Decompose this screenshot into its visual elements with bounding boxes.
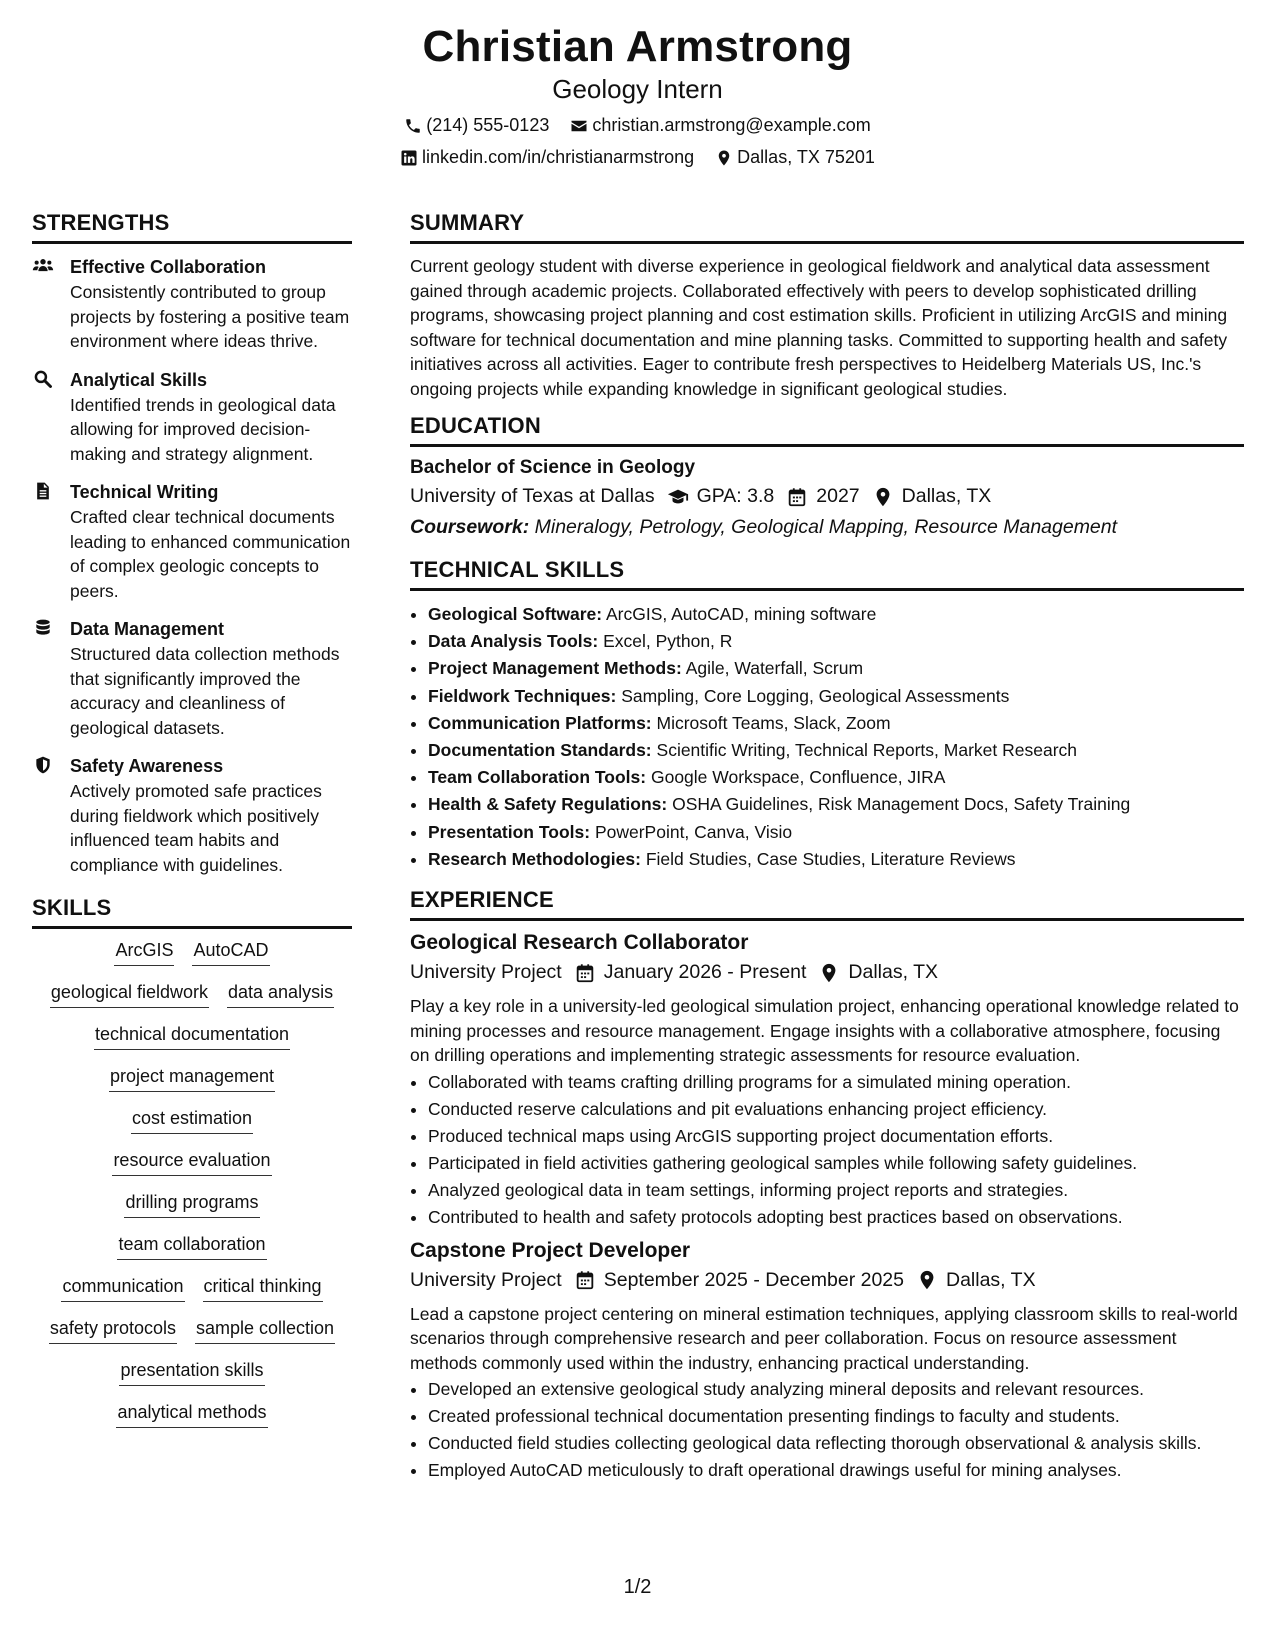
strength-name: Effective Collaboration [70, 257, 267, 277]
strength-desc: Identified trends in geological data allowing for improved decision-making and strategy alignment. [70, 394, 336, 464]
technical-skill-item [428, 791, 1244, 818]
job-meta [410, 1269, 1244, 1292]
database-icon [32, 618, 54, 638]
strength-desc: Consistently contributed to group projects by fostering a positive team environment where ideas thrive. [70, 282, 350, 351]
technical-skill-item [428, 737, 1244, 764]
technical-skill-item [428, 846, 1244, 873]
skill-chip: ArcGIS [114, 939, 174, 966]
location-contact [715, 147, 875, 168]
skill-row [32, 981, 352, 1008]
shield-icon [32, 755, 54, 775]
candidate-name: Christian Armstrong [422, 22, 853, 71]
experience-heading: EXPERIENCE [410, 887, 1244, 921]
skill-chip: drilling programs [124, 1191, 259, 1218]
job-entry [410, 931, 1244, 1229]
map-pin-icon [715, 149, 733, 167]
linkedin-contact[interactable] [400, 147, 694, 168]
job-title: Geological Research Collaborator [410, 931, 749, 955]
candidate-title: Geology Intern [552, 74, 723, 104]
email-contact[interactable] [570, 115, 870, 136]
technical-skills-heading: TECHNICAL SKILLS [410, 557, 1244, 591]
technical-skill-value: Microsoft Teams, Slack, Zoom [656, 712, 891, 733]
technical-skill-label: Project Management Methods: [428, 658, 682, 679]
technical-skill-label: Documentation Standards: [428, 740, 652, 761]
search-icon [32, 369, 54, 389]
technical-skill-label: Research Methodologies: [428, 848, 641, 869]
map-pin-icon [916, 1269, 938, 1291]
job-bullets [410, 1377, 1244, 1482]
strength-item [32, 753, 352, 877]
envelope-icon [570, 117, 588, 135]
job-bullet: • Employed AutoCAD meticulously to draft operational drawings useful for mining analyses. [428, 1458, 1244, 1482]
skill-chip: geological fieldwork [50, 981, 209, 1008]
skill-chip: cost estimation [131, 1107, 253, 1134]
job-bullet: • Produced technical maps using ArcGIS supporting project documentation efforts. [428, 1124, 1244, 1148]
skill-row [32, 1191, 352, 1218]
users-icon [32, 256, 54, 276]
skill-chip: communication [61, 1275, 184, 1302]
job-bullet: • Conducted field studies collecting geological data reflecting thorough observational & analysis skills. [428, 1431, 1244, 1455]
skill-row [32, 1401, 352, 1428]
education-heading: EDUCATION [410, 413, 1244, 447]
calendar-icon [574, 962, 596, 984]
calendar-icon [574, 1269, 596, 1291]
technical-skill-label: Health & Safety Regulations: [428, 794, 668, 815]
summary-text: Current geology student with diverse experience in geological fieldwork and analytical data assessment gained through academic projects. Collaborated effectively with peers to develop sophisticated drilling programs, showcasing project planning and cost estimation skills. Proficient in utilizing ArcGIS and mining software for technical documentation and mine planning tasks. Committed to supporting health and safety initiatives across all activities. Eager to contribute fresh perspectives to Heidelberg Materials US, Inc.'s ongoing projects while expanding knowledge in significant geological studies. [410, 256, 1228, 399]
job-location: Dallas, TX [848, 961, 939, 984]
coursework-label: Coursework: [410, 516, 530, 538]
job-bullet: • Conducted reserve calculations and pit evaluations enhancing project efficiency. [428, 1097, 1244, 1121]
technical-skill-value: Agile, Waterfall, Scrum [685, 658, 864, 679]
technical-skill-label: Communication Platforms: [428, 712, 652, 733]
linkedin-icon [400, 149, 418, 167]
skill-row [32, 1107, 352, 1134]
contact-line-1 [0, 115, 1275, 140]
school-location: Dallas, TX [901, 485, 992, 507]
job-bullet: • Created professional technical documentation presenting findings to faculty and students. [428, 1404, 1244, 1428]
strength-name: Technical Writing [70, 482, 219, 502]
technical-skill-label: Data Analysis Tools: [428, 631, 599, 652]
job-title: Capstone Project Developer [410, 1238, 691, 1262]
skill-chip: analytical methods [116, 1401, 267, 1428]
calendar-icon [786, 486, 808, 508]
job-location: Dallas, TX [945, 1268, 1036, 1291]
email-text[interactable]: christian.armstrong@example.com [592, 115, 871, 135]
strength-item [32, 616, 352, 740]
education-details [410, 485, 1244, 508]
technical-skill-value: Scientific Writing, Technical Reports, Market Research [656, 740, 1078, 761]
job-dates: September 2025 - December 2025 [603, 1268, 904, 1291]
technical-skill-value: Google Workspace, Confluence, JIRA [650, 767, 946, 788]
technical-skill-value: Excel, Python, R [603, 631, 733, 652]
left-column [32, 210, 352, 1443]
graduation-cap-icon [667, 486, 689, 508]
technical-skill-value: PowerPoint, Canva, Visio [594, 821, 793, 842]
technical-skill-label: Geological Software: [428, 604, 603, 624]
strengths-heading: STRENGTHS [32, 210, 352, 244]
location-text: Dallas, TX 75201 [737, 147, 875, 167]
skill-chip: presentation skills [119, 1359, 264, 1386]
skill-row [32, 1023, 352, 1050]
technical-skill-item [428, 764, 1244, 791]
technical-skill-value: OSHA Guidelines, Risk Management Docs, Safety Training [672, 794, 1131, 815]
degree: Bachelor of Science in Geology [410, 457, 696, 478]
map-pin-icon [818, 962, 840, 984]
job-org: University Project [410, 1268, 562, 1291]
job-org: University Project [410, 961, 562, 984]
experience-list [410, 931, 1244, 1482]
grad-year: 2027 [816, 485, 860, 507]
skill-chip: sample collection [195, 1317, 335, 1344]
strength-desc: Crafted clear technical documents leading to enhanced communication of complex geologic concepts to peers. [70, 507, 351, 601]
map-pin-icon [872, 486, 894, 508]
summary-heading: SUMMARY [410, 210, 1244, 244]
page-number: 1/2 [623, 1576, 652, 1598]
job-bullet: • Developed an extensive geological study analyzing mineral deposits and relevant resources. [428, 1377, 1244, 1401]
skill-chip: team collaboration [117, 1233, 266, 1260]
skill-row [32, 1317, 352, 1344]
phone-text: (214) 555-0123 [426, 115, 550, 135]
skill-chip: critical thinking [203, 1275, 323, 1302]
technical-skill-item [428, 683, 1244, 710]
job-entry [410, 1239, 1244, 1483]
linkedin-text[interactable]: linkedin.com/in/christianarmstrong [422, 147, 695, 167]
job-description: Lead a capstone project centering on mineral estimation techniques, applying classroom skills to real-world scenarios through comprehensive research and peer collaboration. Focus on resource assessment methods commonly used within the industry, enhancing practical understanding. [410, 1303, 1238, 1373]
technical-skill-value: ArcGIS, AutoCAD, mining software [605, 604, 877, 624]
skills-heading: SKILLS [32, 895, 352, 929]
technical-skill-item [428, 655, 1244, 682]
contact-line-2 [0, 147, 1275, 172]
technical-skill-value: Sampling, Core Logging, Geological Assessments [621, 685, 1010, 706]
strength-name: Analytical Skills [70, 369, 208, 390]
document-icon [32, 481, 54, 501]
technical-skill-item [428, 819, 1244, 846]
skill-row [32, 939, 352, 966]
strength-item [32, 479, 352, 603]
job-dates: January 2026 - Present [603, 961, 807, 984]
skill-row [32, 1065, 352, 1092]
skill-chip: AutoCAD [192, 939, 269, 966]
skills-list [32, 939, 352, 1428]
job-bullet: • Participated in field activities gathering geological samples while following safety guidelines. [428, 1151, 1244, 1175]
skill-chip: project management [109, 1065, 275, 1092]
skill-chip: safety protocols [49, 1317, 177, 1344]
school: University of Texas at Dallas [410, 485, 655, 507]
skill-row [32, 1149, 352, 1176]
technical-skills-list [410, 601, 1244, 873]
technical-skill-label: Fieldwork Techniques: [428, 685, 617, 706]
skill-row [32, 1233, 352, 1260]
skill-row [32, 1359, 352, 1386]
skill-chip: technical documentation [94, 1023, 290, 1050]
job-bullet: • Collaborated with teams crafting drilling programs for a simulated mining operation. [428, 1070, 1244, 1094]
technical-skill-item [428, 601, 1244, 628]
job-bullets [410, 1070, 1244, 1229]
strength-item [32, 254, 352, 354]
strength-item [32, 367, 352, 467]
phone-icon [404, 117, 422, 135]
technical-skill-label: Presentation Tools: [428, 821, 591, 842]
gpa: GPA: 3.8 [696, 485, 775, 507]
technical-skill-value: Field Studies, Case Studies, Literature Reviews [645, 848, 1016, 869]
job-bullet: • Contributed to health and safety protocols adopting best practices based on observations. [428, 1205, 1244, 1229]
phone-contact [404, 115, 549, 136]
job-description: Play a key role in a university-led geological simulation project, enhancing operational knowledge related to mining processes and resource management. Engage insights with a collaborative atmosphere, focusing on drilling operations and implementing strategic assessments for resource evaluation. [410, 996, 1239, 1066]
coursework [410, 516, 1244, 539]
skill-chip: resource evaluation [112, 1149, 271, 1176]
skill-chip: data analysis [227, 981, 334, 1008]
job-meta [410, 961, 1244, 984]
strength-desc: Actively promoted safe practices during fieldwork which positively influenced team habits and compliance with guidelines. [70, 781, 322, 875]
strength-name: Data Management [70, 619, 225, 639]
strength-name: Safety Awareness [70, 756, 224, 776]
skill-row [32, 1275, 352, 1302]
coursework-list: Mineralogy, Petrology, Geological Mapping, Resource Management [534, 516, 1118, 538]
job-bullet: • Analyzed geological data in team settings, informing project reports and strategies. [428, 1178, 1244, 1202]
strength-desc: Structured data collection methods that significantly improved the accuracy and cleanliness of geological datasets. [70, 644, 340, 738]
right-column [410, 210, 1244, 1492]
technical-skill-item [428, 710, 1244, 737]
technical-skill-item [428, 628, 1244, 655]
technical-skill-label: Team Collaboration Tools: [428, 767, 647, 788]
